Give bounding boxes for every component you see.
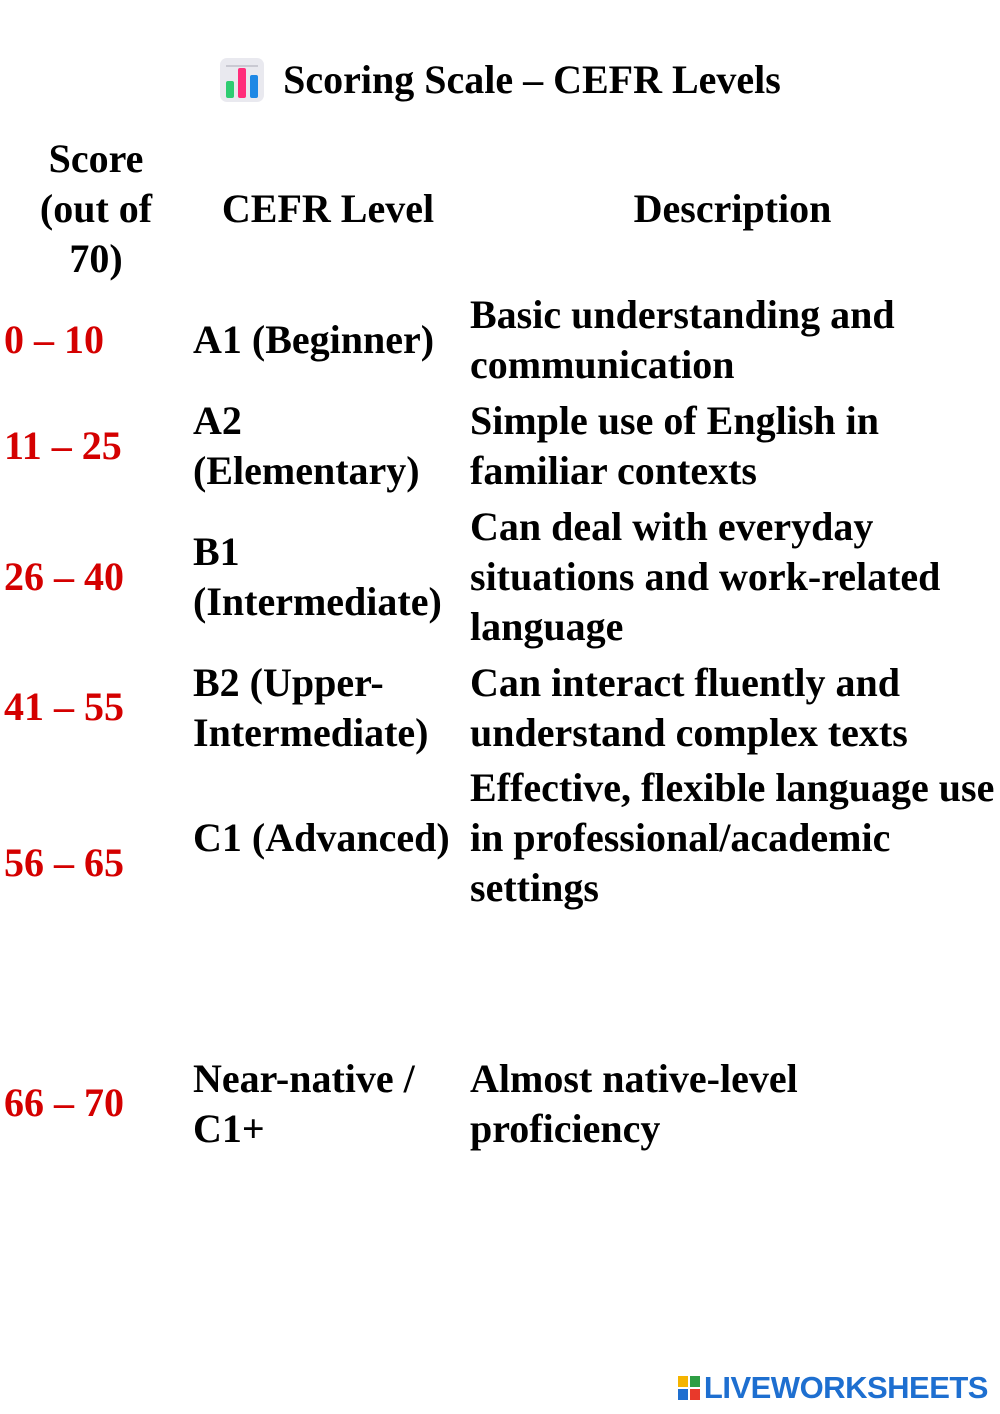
table-row-score: 0 – 10 — [4, 317, 104, 362]
title-text: Scoring Scale – CEFR Levels — [283, 57, 781, 102]
table-row-score: 41 – 55 — [4, 684, 124, 729]
page-title — [0, 52, 1000, 108]
table-row-score: 66 – 70 — [4, 1080, 124, 1125]
table-row-description: Almost native-level proficiency — [470, 1056, 798, 1151]
table-row-level: A2 (Elementary) — [193, 398, 420, 493]
table-row-score: 26 – 40 — [4, 554, 124, 599]
table-row-level: Near-native / C1+ — [193, 1056, 415, 1151]
column-header-level: CEFR Level — [221, 186, 435, 231]
table-row-description: Basic understanding and communication — [470, 292, 895, 387]
liveworksheets-logo — [677, 1368, 988, 1408]
column-header-description: Description — [633, 186, 832, 231]
liveworksheets-logo-text: LIVEWORKSHEETS — [703, 1370, 988, 1405]
table-row-score: 56 – 65 — [4, 840, 124, 885]
table-row-level: B1 (Intermediate) — [193, 529, 442, 624]
table-row-score: 11 – 25 — [4, 423, 122, 468]
liveworksheets-logo-icon — [677, 1375, 701, 1401]
bar-chart-icon — [219, 57, 265, 103]
table-row-description: Can deal with everyday situations and work-related language — [470, 504, 941, 649]
table-row-level: C1 (Advanced) — [193, 815, 450, 860]
table-row-description: Can interact fluently and understand complex texts — [470, 660, 908, 755]
table-row-description: Simple use of English in familiar contexts — [470, 398, 880, 493]
table-row-description: Effective, flexible language use in professional/academic settings — [470, 765, 995, 910]
table-row-level: B2 (Upper-Intermediate) — [193, 660, 429, 755]
table-row-level: A1 (Beginner) — [193, 317, 435, 362]
column-header-score: Score (out of 70) — [39, 136, 153, 281]
